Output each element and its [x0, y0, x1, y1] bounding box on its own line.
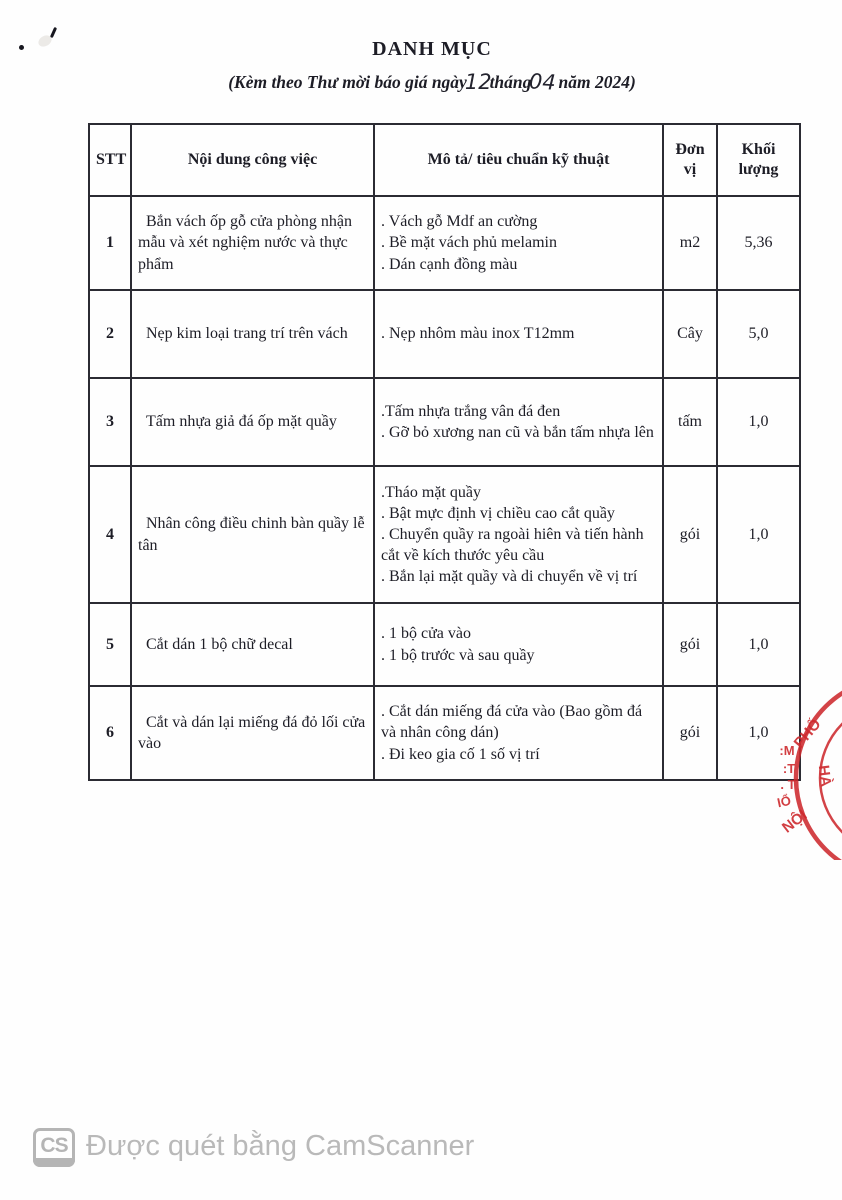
spec-line: . Bề mặt vách phủ melamin: [381, 234, 557, 252]
cell-work-content: [131, 290, 374, 378]
cell-stt: 1: [89, 196, 131, 290]
spec-line: . Chuyển quầy ra ngoài hiên và tiến hành cắt về kích thước yêu cầu: [381, 525, 644, 565]
spec-line: .Tấm nhựa trắng vân đá đen: [381, 402, 561, 420]
table-row: [89, 290, 800, 378]
camscanner-logo-icon: [33, 1128, 75, 1167]
spec-line: . Nẹp nhôm màu inox T12mm: [381, 325, 575, 343]
cell-stt: 2: [89, 290, 131, 378]
handwritten-day: 12: [464, 70, 492, 94]
cell-quantity: 1,0: [717, 466, 800, 603]
cell-quantity: 5,36: [717, 196, 800, 290]
cell-work-content: [131, 603, 374, 686]
header-unit: Đơn vị: [663, 124, 717, 196]
cell-unit: gói: [663, 466, 717, 603]
cell-quantity: 1,0: [717, 378, 800, 466]
table-body: [89, 196, 800, 780]
cell-stt: 5: [89, 603, 131, 686]
subtitle-year: năm 2024): [558, 72, 636, 92]
table-row: [89, 686, 800, 780]
cell-unit: m2: [663, 196, 717, 290]
document-heading: [0, 38, 842, 93]
cell-unit: tấm: [663, 378, 717, 466]
page-title: DANH MỤC: [372, 38, 492, 60]
stamp-graphic: [740, 688, 842, 860]
red-official-stamp: [740, 688, 842, 860]
stamp-inner-line-end: :M: [779, 743, 795, 758]
table-row: [89, 603, 800, 686]
handwritten-month: 04: [528, 69, 557, 95]
cell-spec: [374, 290, 663, 378]
header-quantity: Khối lượng: [717, 124, 800, 196]
cell-quantity: 5,0: [717, 290, 800, 378]
cell-spec: [374, 196, 663, 290]
table-row: [89, 378, 800, 466]
cell-quantity: 1,0: [717, 686, 800, 780]
work-content-text: Cắt dán 1 bộ chữ decal: [146, 635, 293, 653]
cell-unit: gói: [663, 603, 717, 686]
header-stt: STT: [89, 124, 131, 196]
spec-line: . Vách gỗ Mdf an cường: [381, 213, 538, 231]
cell-work-content: [131, 466, 374, 603]
camscanner-watermark-text: Được quét bằng CamScanner: [86, 1130, 475, 1162]
spec-line: . Bắn lại mặt quầy và di chuyển về vị trí: [381, 568, 638, 586]
table-row: [89, 196, 800, 290]
spec-line: . Bật mực định vị chiều cao cắt quầy: [381, 504, 615, 522]
ink-tick-mark: [50, 27, 57, 38]
spec-line: . 1 bộ cửa vào: [381, 625, 471, 643]
spec-line: . Đi keo gia cố 1 số vị trí: [381, 745, 540, 763]
cell-unit: gói: [663, 686, 717, 780]
cell-work-content: [131, 196, 374, 290]
camscanner-footer: [0, 1118, 842, 1200]
work-content-text: Nhân công điều chinh bàn quầy lễ tân: [138, 515, 365, 554]
subtitle-prefix: (Kèm theo Thư mời báo giá ngày: [228, 72, 467, 92]
spec-line: . Gỡ bỏ xương nan cũ và bắn tấm nhựa lên: [381, 424, 654, 441]
stamp-arc-text-mid: HÀ: [814, 764, 835, 788]
cell-stt: 4: [89, 466, 131, 603]
camscanner-logo-bar: [33, 1158, 75, 1167]
spec-line: . Cắt dán miếng đá cửa vào (Bao gồm đá và nhân công dán): [381, 703, 643, 742]
spec-line: . 1 bộ trước và sau quầy: [381, 646, 535, 664]
subtitle-mid: tháng: [489, 72, 532, 92]
stamp-arc-text-top: PHỐ: [790, 715, 825, 752]
cell-spec: [374, 466, 663, 603]
header-spec: Mô tả/ tiêu chuẩn kỹ thuật: [374, 124, 663, 196]
cell-work-content: [131, 686, 374, 780]
cell-unit: Cây: [663, 290, 717, 378]
table-header-row: [89, 124, 800, 196]
cell-spec: [374, 686, 663, 780]
work-content-text: Tấm nhựa giả đá ốp mặt quầy: [146, 413, 337, 431]
cell-work-content: [131, 378, 374, 466]
camscanner-logo-text: CS: [40, 1134, 68, 1157]
cell-stt: 6: [89, 686, 131, 780]
table-row: [89, 466, 800, 603]
spec-line: .Tháo mặt quầy: [381, 483, 481, 501]
stamp-arc-text-bottom: NỘI: [778, 806, 811, 837]
work-content-text: Bắn vách ốp gỗ cửa phòng nhận mẫu và xét nghiệm nước và thực phẩm: [138, 213, 352, 273]
cell-spec: [374, 378, 663, 466]
stamp-inner-line-end: :T: [782, 761, 796, 776]
items-table: [88, 123, 801, 781]
spec-line: . Dán cạnh đồng màu: [381, 255, 518, 273]
stamp-inner-line-end: . T: [780, 777, 796, 792]
cell-stt: 3: [89, 378, 131, 466]
work-content-text: Cắt và dán lại miếng đá đỏ lối cửa vào: [138, 713, 366, 752]
stamp-inner-line-end: IỔ: [775, 792, 793, 811]
cell-quantity: 1,0: [717, 603, 800, 686]
work-content-text: Nẹp kim loại trang trí trên vách: [146, 325, 348, 343]
cell-spec: [374, 603, 663, 686]
page-subtitle: [22, 69, 842, 93]
header-content: Nội dung công việc: [131, 124, 374, 196]
